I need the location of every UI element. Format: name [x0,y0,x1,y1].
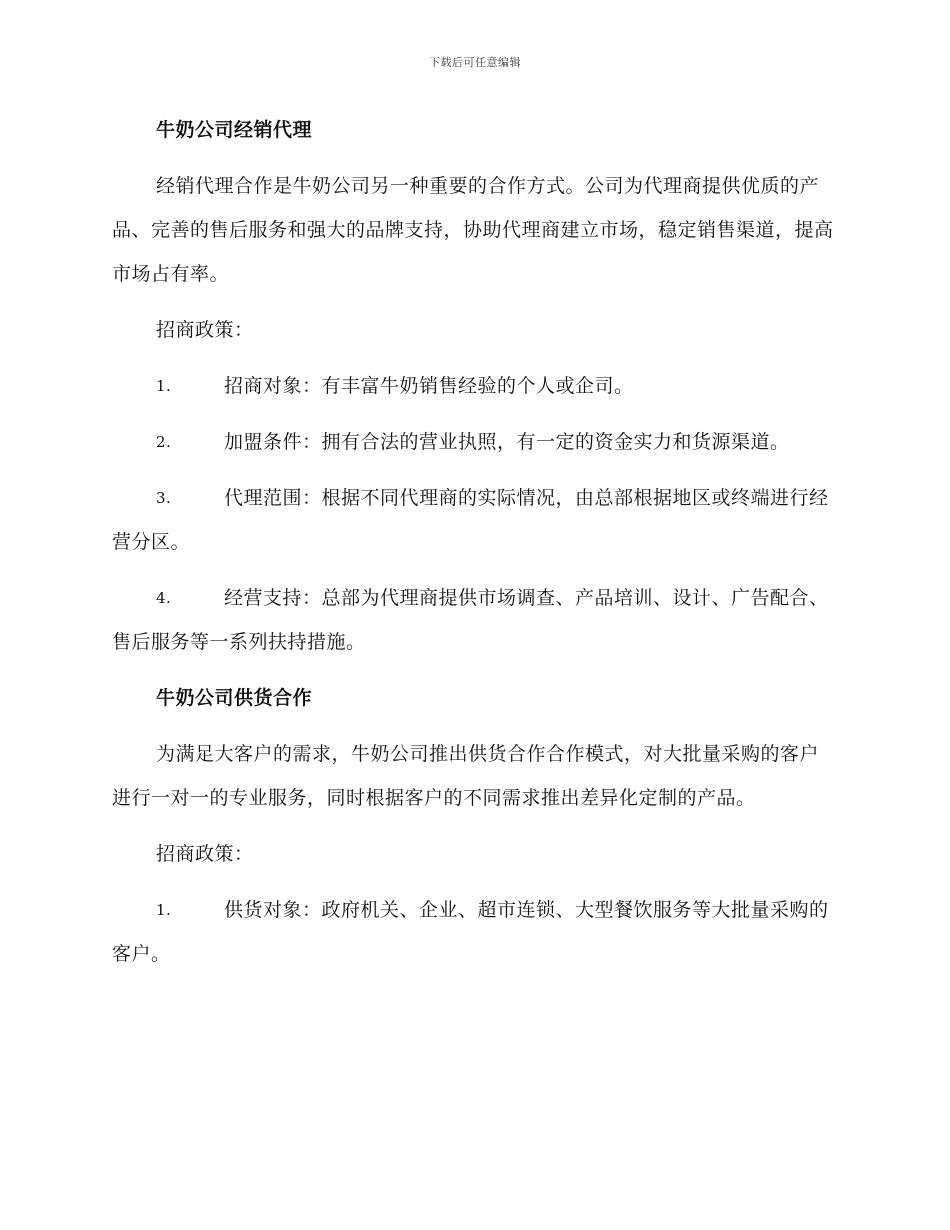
list-item-number: 1. [156,901,172,919]
list-item [112,576,834,664]
policy-label: 招商政策： [156,319,254,341]
section-heading-supply: 牛奶公司供货合作 [156,687,313,709]
list-item-text: 加盟条件：拥有合法的营业执照，有一定的资金实力和货源渠道。 [224,431,790,453]
list-item-text: 招商对象：有丰富牛奶销售经验的个人或企司。 [224,375,634,397]
list-item-text: 供货对象：政府机关、企业、超市连锁、大型餐饮服务等大批量采购的客户。 [112,899,829,965]
list-item-number: 2. [156,433,172,451]
list-item-text: 经营支持：总部为代理商提供市场调查、产品培训、设计、广告配合、售后服务等一系列扶持措施。 [112,587,829,653]
list-item-number: 4. [156,589,172,607]
list-item-number: 1. [156,377,172,395]
document-body [112,108,834,988]
section-heading-distribution: 牛奶公司经销代理 [156,119,313,141]
list-item [112,476,834,564]
policy-label: 招商政策： [156,843,254,865]
section-intro-supply: 为满足大客户的需求，牛奶公司推出供货合作合作模式，对大批量采购的客户进行一对一的专业服务，同时根据客户的不同需求推出差异化定制的产品。 [112,743,820,809]
list-item [112,888,834,976]
page-header: 下载后可任意编辑 [429,56,521,69]
section-intro-distribution: 经销代理合作是牛奶公司另一种重要的合作方式。公司为代理商提供优质的产品、完善的售后服务和强大的品牌支持，协助代理商建立市场，稳定销售渠道，提高市场占有率。 [112,175,834,285]
list-item [112,364,834,408]
list-item-text: 代理范围：根据不同代理商的实际情况，由总部根据地区或终端进行经营分区。 [112,487,829,553]
list-item [112,420,834,464]
list-item-number: 3. [156,489,172,507]
